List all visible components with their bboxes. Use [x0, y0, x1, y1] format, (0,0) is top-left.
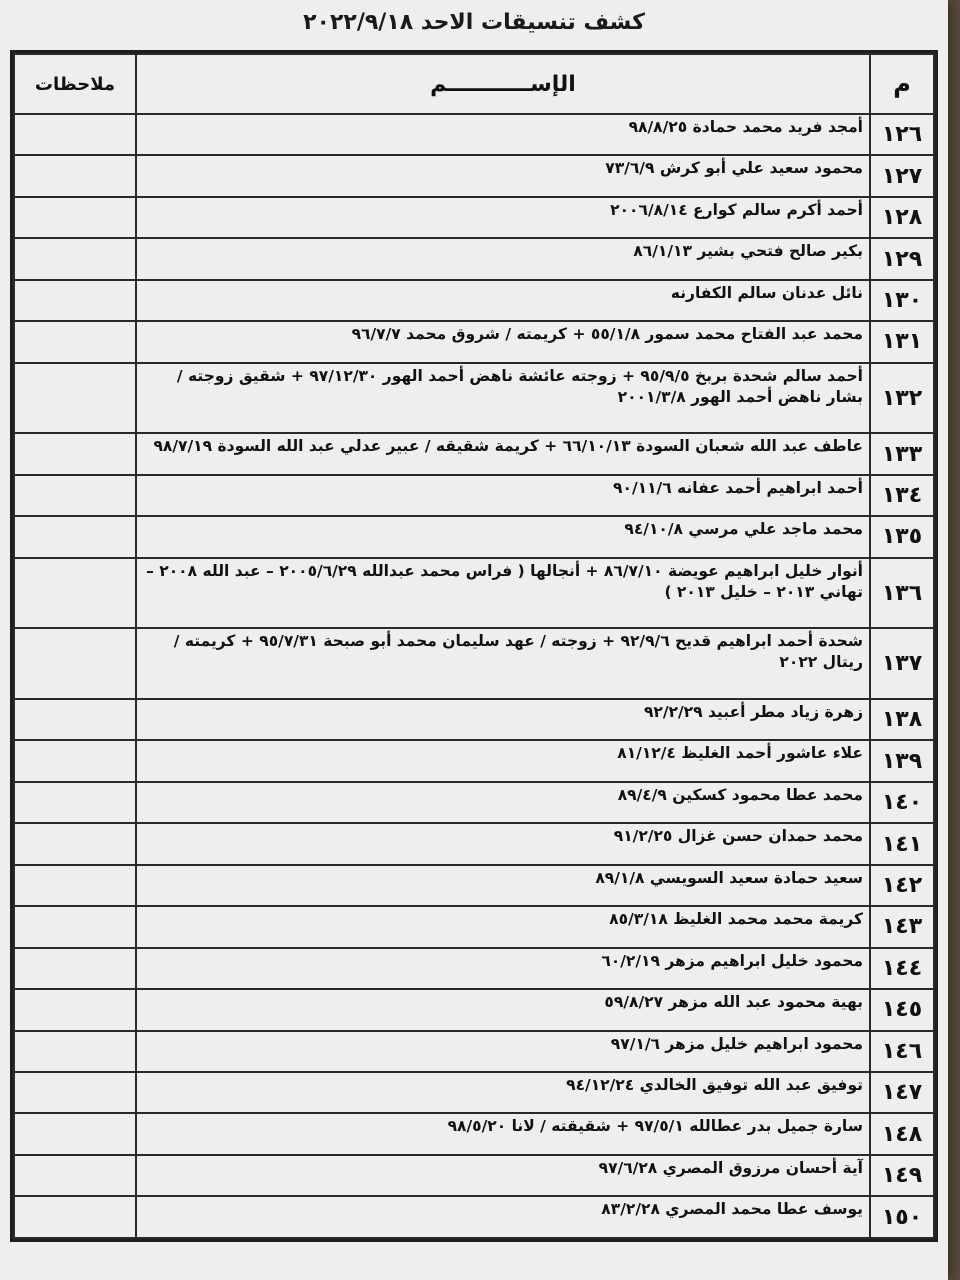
notes-cell — [14, 865, 136, 906]
name-cell: بكير صالح فتحي بشير ٨٦/١/١٣ — [136, 238, 870, 279]
row-number-cell: ١٣٢ — [870, 363, 934, 434]
table-row — [14, 363, 934, 434]
notes-cell — [14, 1155, 136, 1196]
name-cell: سعيد حمادة سعيد السويسي ٨٩/١/٨ — [136, 865, 870, 906]
table-row — [14, 865, 934, 906]
names-table-frame — [10, 50, 938, 1242]
notes-cell — [14, 321, 136, 362]
notes-cell — [14, 782, 136, 823]
name-cell: توفيق عبد الله توفيق الخالدي ٩٤/١٢/٢٤ — [136, 1072, 870, 1113]
name-cell: محمود خليل ابراهيم مزهر ٦٠/٢/١٩ — [136, 948, 870, 989]
table-body — [14, 114, 934, 1238]
table-row — [14, 989, 934, 1030]
name-cell: زهرة زياد مطر أعبيد ٩٢/٢/٢٩ — [136, 699, 870, 740]
row-number-cell: ١٣٣ — [870, 433, 934, 474]
table-row — [14, 1072, 934, 1113]
document-title: كشف تنسيقات الاحد ٢٠٢٢/٩/١٨ — [303, 10, 645, 35]
notes-cell — [14, 238, 136, 279]
name-cell: علاء عاشور أحمد الغليظ ٨١/١٢/٤ — [136, 740, 870, 781]
table-row — [14, 1155, 934, 1196]
name-cell: محمود ابراهيم خليل مزهر ٩٧/١/٦ — [136, 1031, 870, 1072]
table-row — [14, 1113, 934, 1154]
notes-cell — [14, 823, 136, 864]
notes-cell — [14, 475, 136, 516]
row-number-cell: ١٤٩ — [870, 1155, 934, 1196]
table-row — [14, 1196, 934, 1238]
table-row — [14, 1031, 934, 1072]
name-cell: أحمد سالم شحدة بربخ ٩٥/٩/٥ + زوجته عائشة ناهض أحمد الهور ٩٧/١٢/٣٠ + شقيق زوجته / بشار ناهض أحمد الهور ٢٠٠١/٣/٨ — [136, 363, 870, 434]
name-cell: سارة جميل بدر عطالله ٩٧/٥/١ + شقيقته / لانا ٩٨/٥/٢٠ — [136, 1113, 870, 1154]
name-cell: محمود سعيد علي أبو كرش ٧٣/٦/٩ — [136, 155, 870, 196]
row-number-cell: ١٥٠ — [870, 1196, 934, 1238]
name-cell: نائل عدنان سالم الكفارنه — [136, 280, 870, 321]
name-cell: محمد عبد الفتاح محمد سمور ٥٥/١/٨ + كريمته / شروق محمد ٩٦/٧/٧ — [136, 321, 870, 362]
notes-cell — [14, 363, 136, 434]
table-row — [14, 948, 934, 989]
notes-cell — [14, 1031, 136, 1072]
row-number-cell: ١٣٩ — [870, 740, 934, 781]
name-cell: محمد ماجد علي مرسي ٩٤/١٠/٨ — [136, 516, 870, 557]
table-row — [14, 433, 934, 474]
name-cell: محمد عطا محمود كسكين ٨٩/٤/٩ — [136, 782, 870, 823]
row-number-cell: ١٤٧ — [870, 1072, 934, 1113]
notes-cell — [14, 114, 136, 155]
table-row — [14, 155, 934, 196]
notes-cell — [14, 906, 136, 947]
row-number-cell: ١٣٠ — [870, 280, 934, 321]
row-number-cell: ١٣٧ — [870, 628, 934, 699]
name-column-header: الإســـــــــــم — [136, 54, 870, 114]
name-cell: يوسف عطا محمد المصري ٨٣/٢/٢٨ — [136, 1196, 870, 1238]
name-cell: كريمة محمد محمد الغليظ ٨٥/٣/١٨ — [136, 906, 870, 947]
table-row — [14, 321, 934, 362]
table-row — [14, 475, 934, 516]
row-number-cell: ١٤١ — [870, 823, 934, 864]
notes-cell — [14, 155, 136, 196]
notes-cell — [14, 197, 136, 238]
row-number-cell: ١٤٤ — [870, 948, 934, 989]
row-number-cell: ١٢٧ — [870, 155, 934, 196]
row-number-cell: ١٢٨ — [870, 197, 934, 238]
table-row — [14, 782, 934, 823]
row-number-cell: ١٢٩ — [870, 238, 934, 279]
table-row — [14, 280, 934, 321]
table-header-row — [14, 54, 934, 114]
notes-cell — [14, 628, 136, 699]
table-row — [14, 558, 934, 629]
row-number-cell: ١٣٤ — [870, 475, 934, 516]
row-number-cell: ١٣٦ — [870, 558, 934, 629]
table-row — [14, 906, 934, 947]
name-cell: أحمد أكرم سالم كوارع ٢٠٠٦/٨/١٤ — [136, 197, 870, 238]
table-row — [14, 238, 934, 279]
notes-cell — [14, 740, 136, 781]
name-cell: عاطف عبد الله شعبان السودة ٦٦/١٠/١٣ + كريمة شقيقه / عبير عدلي عبد الله السودة ٩٨/٧/١٩ — [136, 433, 870, 474]
table-row — [14, 740, 934, 781]
name-cell: بهية محمود عبد الله مزهر ٥٩/٨/٢٧ — [136, 989, 870, 1030]
notes-cell — [14, 1196, 136, 1238]
row-number-cell: ١٣٨ — [870, 699, 934, 740]
row-number-cell: ١٤٠ — [870, 782, 934, 823]
row-number-cell: ١٤٨ — [870, 1113, 934, 1154]
notes-cell — [14, 1072, 136, 1113]
notes-cell — [14, 1113, 136, 1154]
row-number-cell: ١٣٥ — [870, 516, 934, 557]
name-cell: أنوار خليل ابراهيم عويضة ٨٦/٧/١٠ + أنجالها ( فراس محمد عبدالله ٢٠٠٥/٦/٢٩ – عبد الله ٢٠٠٨ – تهاني ٢٠١٣ – خليل ٢٠١٣ ) — [136, 558, 870, 629]
number-column-header: م — [870, 54, 934, 114]
row-number-cell: ١٤٣ — [870, 906, 934, 947]
notes-cell — [14, 433, 136, 474]
row-number-cell: ١٢٦ — [870, 114, 934, 155]
name-cell: أمجد فريد محمد حمادة ٩٨/٨/٢٥ — [136, 114, 870, 155]
table-row — [14, 628, 934, 699]
names-table — [13, 53, 935, 1239]
row-number-cell: ١٤٢ — [870, 865, 934, 906]
name-cell: آية أحسان مرزوق المصري ٩٧/٦/٢٨ — [136, 1155, 870, 1196]
notes-cell — [14, 558, 136, 629]
notes-cell — [14, 948, 136, 989]
notes-cell — [14, 699, 136, 740]
notes-cell — [14, 280, 136, 321]
table-row — [14, 699, 934, 740]
table-row — [14, 516, 934, 557]
row-number-cell: ١٤٥ — [870, 989, 934, 1030]
name-cell: شحدة أحمد ابراهيم قديح ٩٢/٩/٦ + زوجته / عهد سليمان محمد أبو صبحة ٩٥/٧/٣١ + كريمته / ريتال ٢٠٢٢ — [136, 628, 870, 699]
notes-cell — [14, 989, 136, 1030]
row-number-cell: ١٤٦ — [870, 1031, 934, 1072]
table-row — [14, 823, 934, 864]
row-number-cell: ١٣١ — [870, 321, 934, 362]
notes-cell — [14, 516, 136, 557]
table-row — [14, 197, 934, 238]
name-cell: أحمد ابراهيم أحمد عفانه ٩٠/١١/٦ — [136, 475, 870, 516]
notes-column-header: ملاحظات — [14, 54, 136, 114]
name-cell: محمد حمدان حسن غزال ٩١/٢/٢٥ — [136, 823, 870, 864]
table-row — [14, 114, 934, 155]
